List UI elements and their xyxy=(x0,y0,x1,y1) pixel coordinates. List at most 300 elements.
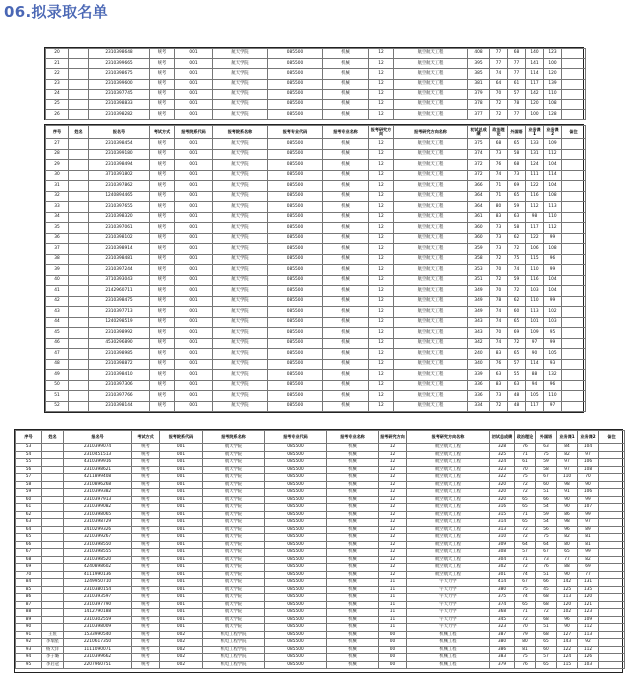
cell-name xyxy=(69,223,89,234)
cell-politics: 72 xyxy=(490,401,508,412)
cell-politics: 74 xyxy=(515,571,536,579)
cell-direction: 12 xyxy=(369,391,394,402)
cell-sub2: 105 xyxy=(544,349,562,360)
cell-dept-code: 001 xyxy=(160,519,203,527)
cell-direction-name: 航空航天工程 xyxy=(394,212,468,223)
cell-direction: 00 xyxy=(379,654,407,662)
cell-direction-name: 航空航天工程 xyxy=(394,89,468,99)
cell-major-code: 085500 xyxy=(265,534,327,542)
cell-dept-code: 001 xyxy=(175,380,213,391)
cell-major-name: 机械 xyxy=(327,451,379,459)
cell-exam-id: 2310398520 xyxy=(64,556,132,564)
cell-seq: 43 xyxy=(46,307,69,318)
cell-exam-id: 2310397862 xyxy=(89,181,150,192)
cell-total: 375 xyxy=(468,139,490,150)
cell-total: 340 xyxy=(468,359,490,370)
cell-major-code: 085500 xyxy=(265,459,327,467)
cell-english: 67 xyxy=(536,549,557,557)
cell-exam-id: 2310398833 xyxy=(89,99,150,109)
cell-name xyxy=(42,444,64,452)
cell-dept-code: 001 xyxy=(175,275,213,286)
cell-total: 328 xyxy=(490,444,515,452)
cell-name xyxy=(69,99,89,109)
cell-direction: 11 xyxy=(379,601,407,609)
cell-english: 59 xyxy=(536,459,557,467)
cell-total: 353 xyxy=(468,265,490,276)
cell-seq: 64 xyxy=(16,526,42,534)
cell-dept-name: 航天学院 xyxy=(213,380,268,391)
cell-seq: 56 xyxy=(16,466,42,474)
cell-direction: 11 xyxy=(379,616,407,624)
cell-major-code: 085500 xyxy=(265,601,327,609)
cell-total: 361 xyxy=(468,212,490,223)
cell-sub1: 124 xyxy=(557,654,578,662)
cell-sub1: 96 xyxy=(557,526,578,534)
cell-direction: 00 xyxy=(379,646,407,654)
cell-sub2: 114 xyxy=(544,170,562,181)
cell-direction: 12 xyxy=(369,307,394,318)
cell-major-name: 机械 xyxy=(323,89,369,99)
table-row xyxy=(16,496,625,504)
table-row xyxy=(46,380,586,391)
table-row xyxy=(46,181,586,192)
cell-direction: 12 xyxy=(369,380,394,391)
cell-name xyxy=(69,181,89,192)
cell-politics: 75 xyxy=(515,654,536,662)
cell-sub2: 123 xyxy=(578,609,599,617)
cell-dept-code: 001 xyxy=(160,556,203,564)
cell-direction-name: 航空航天工程 xyxy=(407,526,490,534)
cell-direction: 12 xyxy=(369,110,394,120)
cell-exam-id: 2310398648 xyxy=(89,49,150,59)
cell-total: 345 xyxy=(490,616,515,624)
cell-dept-name: 航天学院 xyxy=(213,233,268,244)
cell-exam-mode: 统考 xyxy=(150,307,175,318)
cell-exam-id: 2310398282 xyxy=(89,110,150,120)
table-3-body xyxy=(16,444,625,669)
cell-major-name: 机械 xyxy=(323,181,369,192)
cell-english: 66 xyxy=(536,496,557,504)
cell-exam-id: 4310399916 xyxy=(64,459,132,467)
cell-notes xyxy=(562,69,586,79)
col-header-seq: 序号 xyxy=(16,431,42,444)
table-row xyxy=(16,526,625,534)
cell-exam-id: 2310397745 xyxy=(89,89,150,99)
cell-major-code: 085500 xyxy=(268,370,323,381)
cell-direction: 12 xyxy=(379,481,407,489)
cell-exam-id: 4211899408 xyxy=(64,474,132,482)
cell-dept-name: 航天学院 xyxy=(203,579,265,587)
cell-total: 374 xyxy=(468,149,490,160)
table-row xyxy=(46,349,586,360)
col-header-dept-code: 报考院系代码 xyxy=(160,431,203,444)
cell-direction: 12 xyxy=(369,170,394,181)
cell-seq: 33 xyxy=(46,202,69,213)
cell-notes xyxy=(562,223,586,234)
cell-direction: 12 xyxy=(369,286,394,297)
table-row xyxy=(16,654,625,662)
cell-sub2: 120 xyxy=(544,69,562,79)
cell-notes xyxy=(599,549,625,557)
cell-politics: 74 xyxy=(490,170,508,181)
cell-dept-name: 航天学院 xyxy=(213,275,268,286)
cell-exam-id: 2310399665 xyxy=(89,59,150,69)
cell-major-code: 085500 xyxy=(268,212,323,223)
cell-major-name: 机械 xyxy=(323,296,369,307)
cell-sub2: 131 xyxy=(578,579,599,587)
col-header-major-name: 报考专业名称 xyxy=(323,126,369,139)
cell-sub1: 90 xyxy=(557,571,578,579)
cell-seq: 85 xyxy=(16,586,42,594)
cell-exam-id: 2310399600 xyxy=(89,79,150,89)
cell-sub1: 120 xyxy=(526,99,544,109)
cell-direction-name: 机械工程 xyxy=(407,646,490,654)
cell-seq: 87 xyxy=(16,601,42,609)
cell-seq: 93 xyxy=(16,646,42,654)
cell-major-name: 机械 xyxy=(323,202,369,213)
cell-direction-name: 航空航天工程 xyxy=(407,451,490,459)
cell-dept-name: 航天学院 xyxy=(213,317,268,328)
cell-dept-code: 001 xyxy=(175,69,213,79)
cell-exam-mode: 统考 xyxy=(132,601,160,609)
cell-dept-name: 航天学院 xyxy=(213,160,268,171)
cell-exam-id: 2310399082 xyxy=(64,504,132,512)
cell-notes xyxy=(599,519,625,527)
cell-sub1: 84 xyxy=(557,444,578,452)
cell-name xyxy=(42,481,64,489)
table-row xyxy=(46,296,586,307)
cell-direction: 12 xyxy=(369,317,394,328)
admission-table-1 xyxy=(45,48,586,120)
cell-dept-name: 航天学院 xyxy=(213,139,268,150)
cell-direction-name: 航空航天工程 xyxy=(394,286,468,297)
cell-notes xyxy=(599,616,625,624)
page-header xyxy=(0,0,633,24)
cell-sub1: 110 xyxy=(557,474,578,482)
cell-seq: 40 xyxy=(46,275,69,286)
cell-major-name: 机械 xyxy=(323,380,369,391)
cell-total: 366 xyxy=(468,181,490,192)
cell-total: 380 xyxy=(490,639,515,647)
cell-sub2: 106 xyxy=(578,459,599,467)
table-row xyxy=(46,244,586,255)
cell-politics: 57 xyxy=(515,549,536,557)
cell-major-code: 085500 xyxy=(265,451,327,459)
cell-major-code: 085500 xyxy=(268,59,323,69)
cell-major-name: 机械 xyxy=(323,69,369,79)
cell-seq: 62 xyxy=(16,511,42,519)
cell-dept-code: 002 xyxy=(160,646,203,654)
cell-notes xyxy=(562,202,586,213)
cell-english: 57 xyxy=(536,654,557,662)
cell-exam-mode: 统考 xyxy=(150,391,175,402)
cell-notes xyxy=(562,233,586,244)
cell-name xyxy=(42,564,64,572)
cell-direction-name: 机械工程 xyxy=(407,661,490,669)
cell-exam-mode: 统考 xyxy=(150,110,175,120)
cell-direction: 12 xyxy=(369,139,394,150)
col-header-name: 姓名 xyxy=(42,431,64,444)
cell-major-name: 机械 xyxy=(327,534,379,542)
col-header-english: 外国语 xyxy=(536,431,557,444)
table-row xyxy=(46,202,586,213)
cell-dept-name: 航天学院 xyxy=(213,99,268,109)
cell-sub1: 109 xyxy=(526,328,544,339)
cell-major-code: 085500 xyxy=(265,616,327,624)
cell-english: 63 xyxy=(536,444,557,452)
cell-sub1: 117 xyxy=(526,401,544,412)
cell-exam-mode: 统考 xyxy=(132,654,160,662)
cell-sub2: 97 xyxy=(544,401,562,412)
cell-sub1: 65 xyxy=(557,549,578,557)
col-header-sub1: 业务课1 xyxy=(557,431,578,444)
cell-direction-name: 航空航天工程 xyxy=(394,296,468,307)
cell-major-name: 机械 xyxy=(327,564,379,572)
cell-total: 313 xyxy=(490,526,515,534)
cell-dept-name: 航天学院 xyxy=(203,564,265,572)
cell-exam-id: 2310397306 xyxy=(89,380,150,391)
cell-exam-mode: 统考 xyxy=(150,160,175,171)
cell-direction: 12 xyxy=(379,541,407,549)
table-row xyxy=(16,586,625,594)
col-header-exam-mode: 考试方式 xyxy=(132,431,160,444)
cell-english: 68 xyxy=(536,594,557,602)
cell-direction-name: 机械工程 xyxy=(407,639,490,647)
cell-name xyxy=(69,380,89,391)
cell-dept-name: 航天学院 xyxy=(213,338,268,349)
cell-direction-name: 航空航天工程 xyxy=(407,571,490,579)
cell-english: 63 xyxy=(508,380,526,391)
cell-direction: 12 xyxy=(379,564,407,572)
cell-sub1: 115 xyxy=(526,254,544,265)
cell-exam-id: 3710393043 xyxy=(89,275,150,286)
cell-politics: 70 xyxy=(490,265,508,276)
table-header-row xyxy=(16,431,625,444)
cell-english: 48 xyxy=(508,391,526,402)
cell-exam-id: 2310399382 xyxy=(64,489,132,497)
cell-politics: 65 xyxy=(515,601,536,609)
cell-major-name: 机械 xyxy=(327,601,379,609)
cell-exam-id: 2310397913 xyxy=(64,496,132,504)
cell-direction: 12 xyxy=(369,160,394,171)
cell-direction: 12 xyxy=(369,191,394,202)
cell-name xyxy=(69,170,89,181)
cell-english: 51 xyxy=(536,571,557,579)
cell-major-name: 机械 xyxy=(327,444,379,452)
cell-english: 65 xyxy=(508,317,526,328)
cell-major-code: 085500 xyxy=(265,654,327,662)
cell-politics: 83 xyxy=(490,212,508,223)
cell-total: 364 xyxy=(468,202,490,213)
cell-politics: 67 xyxy=(515,579,536,587)
cell-direction: 00 xyxy=(379,639,407,647)
cell-politics: 65 xyxy=(515,519,536,527)
cell-sub2: 108 xyxy=(544,99,562,109)
cell-english: 65 xyxy=(508,139,526,150)
cell-direction: 12 xyxy=(379,511,407,519)
cell-seq: 63 xyxy=(16,519,42,527)
cell-total: 339 xyxy=(468,370,490,381)
cell-sub1: 110 xyxy=(526,265,544,276)
cell-exam-id: 2310398144 xyxy=(89,401,150,412)
cell-direction-name: 航空航天工程 xyxy=(407,519,490,527)
cell-total: 349 xyxy=(468,307,490,318)
cell-sub2: 99 xyxy=(578,511,599,519)
cell-dept-name: 航天学院 xyxy=(203,534,265,542)
table-row xyxy=(46,49,586,59)
cell-exam-id: 2310302559 xyxy=(64,616,132,624)
cell-sub1: 114 xyxy=(526,69,544,79)
table-row xyxy=(16,579,625,587)
cell-total: 375 xyxy=(490,594,515,602)
cell-seq: 30 xyxy=(46,170,69,181)
cell-exam-mode: 统考 xyxy=(132,646,160,654)
col-header-direction-name: 报考研究方向名称 xyxy=(407,431,490,444)
table-row xyxy=(16,474,625,482)
cell-direction: 00 xyxy=(379,661,407,669)
cell-major-code: 085500 xyxy=(268,265,323,276)
cell-notes xyxy=(562,244,586,255)
cell-direction: 11 xyxy=(379,594,407,602)
cell-direction-name: 航空航天工程 xyxy=(394,391,468,402)
cell-exam-id: 1240298519 xyxy=(89,317,150,328)
cell-english: 72 xyxy=(536,609,557,617)
cell-dept-name: 机电工程学院 xyxy=(203,661,265,669)
cell-total: 383 xyxy=(490,654,515,662)
cell-sub2: 110 xyxy=(544,89,562,99)
cell-politics: 72 xyxy=(490,99,508,109)
cell-major-code: 085500 xyxy=(265,586,327,594)
table-row xyxy=(16,564,625,572)
cell-exam-mode: 统考 xyxy=(150,170,175,181)
cell-sub1: 103 xyxy=(526,286,544,297)
cell-dept-code: 001 xyxy=(175,170,213,181)
cell-major-code: 085500 xyxy=(265,594,327,602)
cell-dept-name: 航天学院 xyxy=(203,526,265,534)
admission-table-part-1 xyxy=(44,47,584,120)
cell-direction-name: 航空航天工程 xyxy=(394,254,468,265)
cell-notes xyxy=(599,571,625,579)
cell-dept-name: 航天学院 xyxy=(203,601,265,609)
cell-name xyxy=(69,202,89,213)
table-row xyxy=(16,489,625,497)
cell-notes xyxy=(562,265,586,276)
cell-english: 69 xyxy=(508,181,526,192)
cell-politics: 72 xyxy=(515,481,536,489)
cell-name xyxy=(69,244,89,255)
cell-notes xyxy=(562,307,586,318)
cell-sub2: 104 xyxy=(544,286,562,297)
cell-dept-name: 航天学院 xyxy=(213,170,268,181)
cell-politics: 71 xyxy=(515,609,536,617)
cell-exam-id: 4111990136 xyxy=(64,571,132,579)
cell-name xyxy=(69,338,89,349)
cell-politics: 83 xyxy=(490,380,508,391)
cell-seq: 58 xyxy=(16,481,42,489)
cell-notes xyxy=(562,401,586,412)
cell-direction-name: 航空航天工程 xyxy=(394,233,468,244)
cell-sub2: 108 xyxy=(578,466,599,474)
cell-sub1: 142 xyxy=(557,579,578,587)
cell-notes xyxy=(599,451,625,459)
cell-sub1: 102 xyxy=(557,609,578,617)
cell-exam-mode: 统考 xyxy=(132,444,160,452)
cell-major-code: 085500 xyxy=(268,69,323,79)
cell-name xyxy=(69,254,89,265)
admission-table-2 xyxy=(45,125,586,412)
cell-dept-name: 航天学院 xyxy=(213,79,268,89)
cell-exam-mode: 统考 xyxy=(150,254,175,265)
cell-name xyxy=(69,212,89,223)
cell-exam-mode: 统考 xyxy=(132,459,160,467)
cell-major-name: 机械 xyxy=(323,212,369,223)
cell-notes xyxy=(599,444,625,452)
cell-notes xyxy=(599,556,625,564)
cell-dept-code: 001 xyxy=(175,265,213,276)
cell-major-code: 085500 xyxy=(265,631,327,639)
cell-direction: 12 xyxy=(369,79,394,89)
table-row xyxy=(46,233,586,244)
col-header-sub1: 业务课1 xyxy=(526,126,544,139)
cell-major-code: 085500 xyxy=(265,504,327,512)
cell-direction-name: 宇天力学 xyxy=(407,601,490,609)
admission-table-part-2 xyxy=(44,124,584,413)
cell-english: 55 xyxy=(508,370,526,381)
cell-politics: 73 xyxy=(490,391,508,402)
cell-notes xyxy=(562,338,586,349)
cell-direction-name: 机械工程 xyxy=(407,654,490,662)
cell-english: 51 xyxy=(536,624,557,632)
col-header-exam-mode: 考试方式 xyxy=(150,126,175,139)
cell-major-name: 机械 xyxy=(323,349,369,360)
cell-sub2: 81 xyxy=(578,534,599,542)
cell-notes xyxy=(599,579,625,587)
table-row xyxy=(16,534,625,542)
cell-major-name: 机械 xyxy=(323,139,369,150)
cell-seq: 59 xyxy=(16,489,42,497)
cell-major-name: 机械 xyxy=(323,307,369,318)
cell-sub2: 82 xyxy=(578,556,599,564)
cell-politics: 75 xyxy=(515,586,536,594)
admission-table-3 xyxy=(15,430,625,669)
cell-politics: 74 xyxy=(490,317,508,328)
cell-exam-id: 2310896268 xyxy=(64,481,132,489)
cell-dept-code: 001 xyxy=(160,564,203,572)
cell-seq: 84 xyxy=(16,579,42,587)
cell-name xyxy=(69,391,89,402)
cell-dept-code: 001 xyxy=(175,370,213,381)
cell-sub2: 108 xyxy=(544,191,562,202)
cell-total: 349 xyxy=(468,286,490,297)
cell-sub1: 115 xyxy=(557,661,578,669)
cell-english: 73 xyxy=(508,170,526,181)
cell-exam-id: 2310398065 xyxy=(64,511,132,519)
cell-name xyxy=(42,541,64,549)
cell-exam-id: 2310398009 xyxy=(64,624,132,632)
cell-dept-code: 001 xyxy=(160,444,203,452)
table-row xyxy=(16,639,625,647)
cell-direction-name: 航空航天工程 xyxy=(407,489,490,497)
cell-direction-name: 航空航天工程 xyxy=(407,481,490,489)
cell-politics: 72 xyxy=(515,534,536,542)
cell-major-code: 085500 xyxy=(268,99,323,109)
cell-dept-name: 航天学院 xyxy=(213,49,268,59)
cell-name xyxy=(42,534,64,542)
cell-total: 379 xyxy=(468,89,490,99)
cell-major-name: 机械 xyxy=(323,49,369,59)
cell-direction: 12 xyxy=(379,489,407,497)
table-row xyxy=(16,451,625,459)
